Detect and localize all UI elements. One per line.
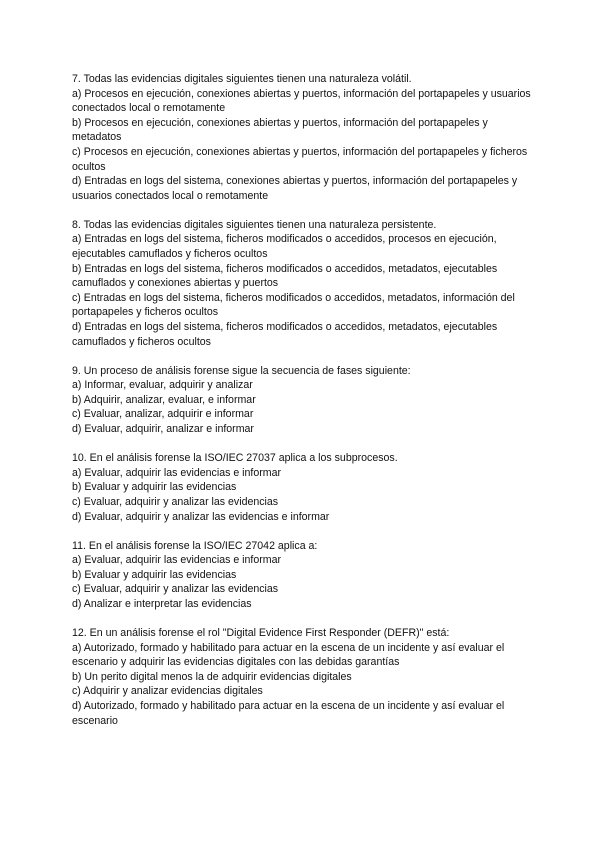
option-a: a) Evaluar, adquirir las evidencias e informar <box>72 466 282 479</box>
question-title: 7. Todas las evidencias digitales siguientes tienen una naturaleza volátil. <box>72 73 412 85</box>
question-title: 9. Un proceso de análisis forense sigue la secuencia de fases siguiente: <box>72 364 411 377</box>
option-c: c) Procesos en ejecución, conexiones abiertas y puertos, información del portapapeles y ficheros ocultos <box>72 145 528 173</box>
option-a: a) Informar, evaluar, adquirir y analizar <box>72 379 253 392</box>
option-a: a) Entradas en logs del sistema, ficheros modificados o accedidos, procesos en ejecución, ejecutables camuflados y ficheros ocultos <box>72 233 497 261</box>
option-b: b) Evaluar y adquirir las evidencias <box>72 481 237 494</box>
question-12 <box>72 626 532 728</box>
option-d: d) Entradas en logs del sistema, ficheros modificados o accedidos, metadatos, ejecutables camuflados y ficheros ocultos <box>72 321 498 348</box>
question-10 <box>72 451 532 524</box>
option-b: b) Evaluar y adquirir las evidencias <box>72 568 237 581</box>
option-d: d) Evaluar, adquirir y analizar las evidencias e informar <box>72 510 330 523</box>
question-title: 11. En el análisis forense la ISO/IEC 27042 aplica a: <box>72 539 318 552</box>
document-page <box>72 72 532 743</box>
option-a: a) Evaluar, adquirir las evidencias e informar <box>72 554 282 567</box>
option-b: b) Un perito digital menos la de adquirir evidencias digitales <box>72 670 352 683</box>
option-a: a) Autorizado, formado y habilitado para actuar en la escena de un incidente y así evaluar el escenario y adquirir las evidencias digitales con las debidas garantías <box>72 641 505 669</box>
option-d: d) Entradas en logs del sistema, conexiones abiertas y puertos, información del portapapeles y usuarios conectados local o remotamente <box>72 175 518 202</box>
question-7 <box>72 72 532 203</box>
option-c: c) Evaluar, adquirir y analizar las evidencias <box>72 583 279 596</box>
option-b: b) Adquirir, analizar, evaluar, e informar <box>72 393 256 406</box>
option-c: c) Adquirir y analizar evidencias digitales <box>72 685 263 698</box>
option-b: b) Procesos en ejecución, conexiones abiertas y puertos, información del portapapeles y metadatos <box>72 116 488 144</box>
question-9 <box>72 364 532 437</box>
question-title: 12. En un análisis forense el rol "Digital Evidence First Responder (DEFR)" está: <box>72 627 450 640</box>
option-c: c) Evaluar, adquirir y analizar las evidencias <box>72 495 279 508</box>
question-8 <box>72 218 532 349</box>
option-a: a) Procesos en ejecución, conexiones abiertas y puertos, información del portapapeles y usuarios conectados local o remotamente <box>72 87 531 115</box>
question-11 <box>72 539 532 612</box>
option-d: d) Autorizado, formado y habilitado para actuar en la escena de un incidente y así evaluar el escenario <box>72 700 505 727</box>
option-d: d) Analizar e interpretar las evidencias <box>72 598 252 610</box>
option-d: d) Evaluar, adquirir, analizar e informar <box>72 423 254 436</box>
question-title: 8. Todas las evidencias digitales siguientes tienen una naturaleza persistente. <box>72 218 437 231</box>
option-c: c) Evaluar, analizar, adquirir e informar <box>72 408 254 421</box>
option-b: b) Entradas en logs del sistema, ficheros modificados o accedidos, metadatos, ejecutables camuflados y conexiones abiertas y puertos <box>72 262 498 290</box>
question-title: 10. En el análisis forense la ISO/IEC 27037 aplica a los subprocesos. <box>72 452 398 465</box>
option-c: c) Entradas en logs del sistema, ficheros modificados o accedidos, metadatos, información del portapapeles y ficheros ocultos <box>72 291 515 319</box>
